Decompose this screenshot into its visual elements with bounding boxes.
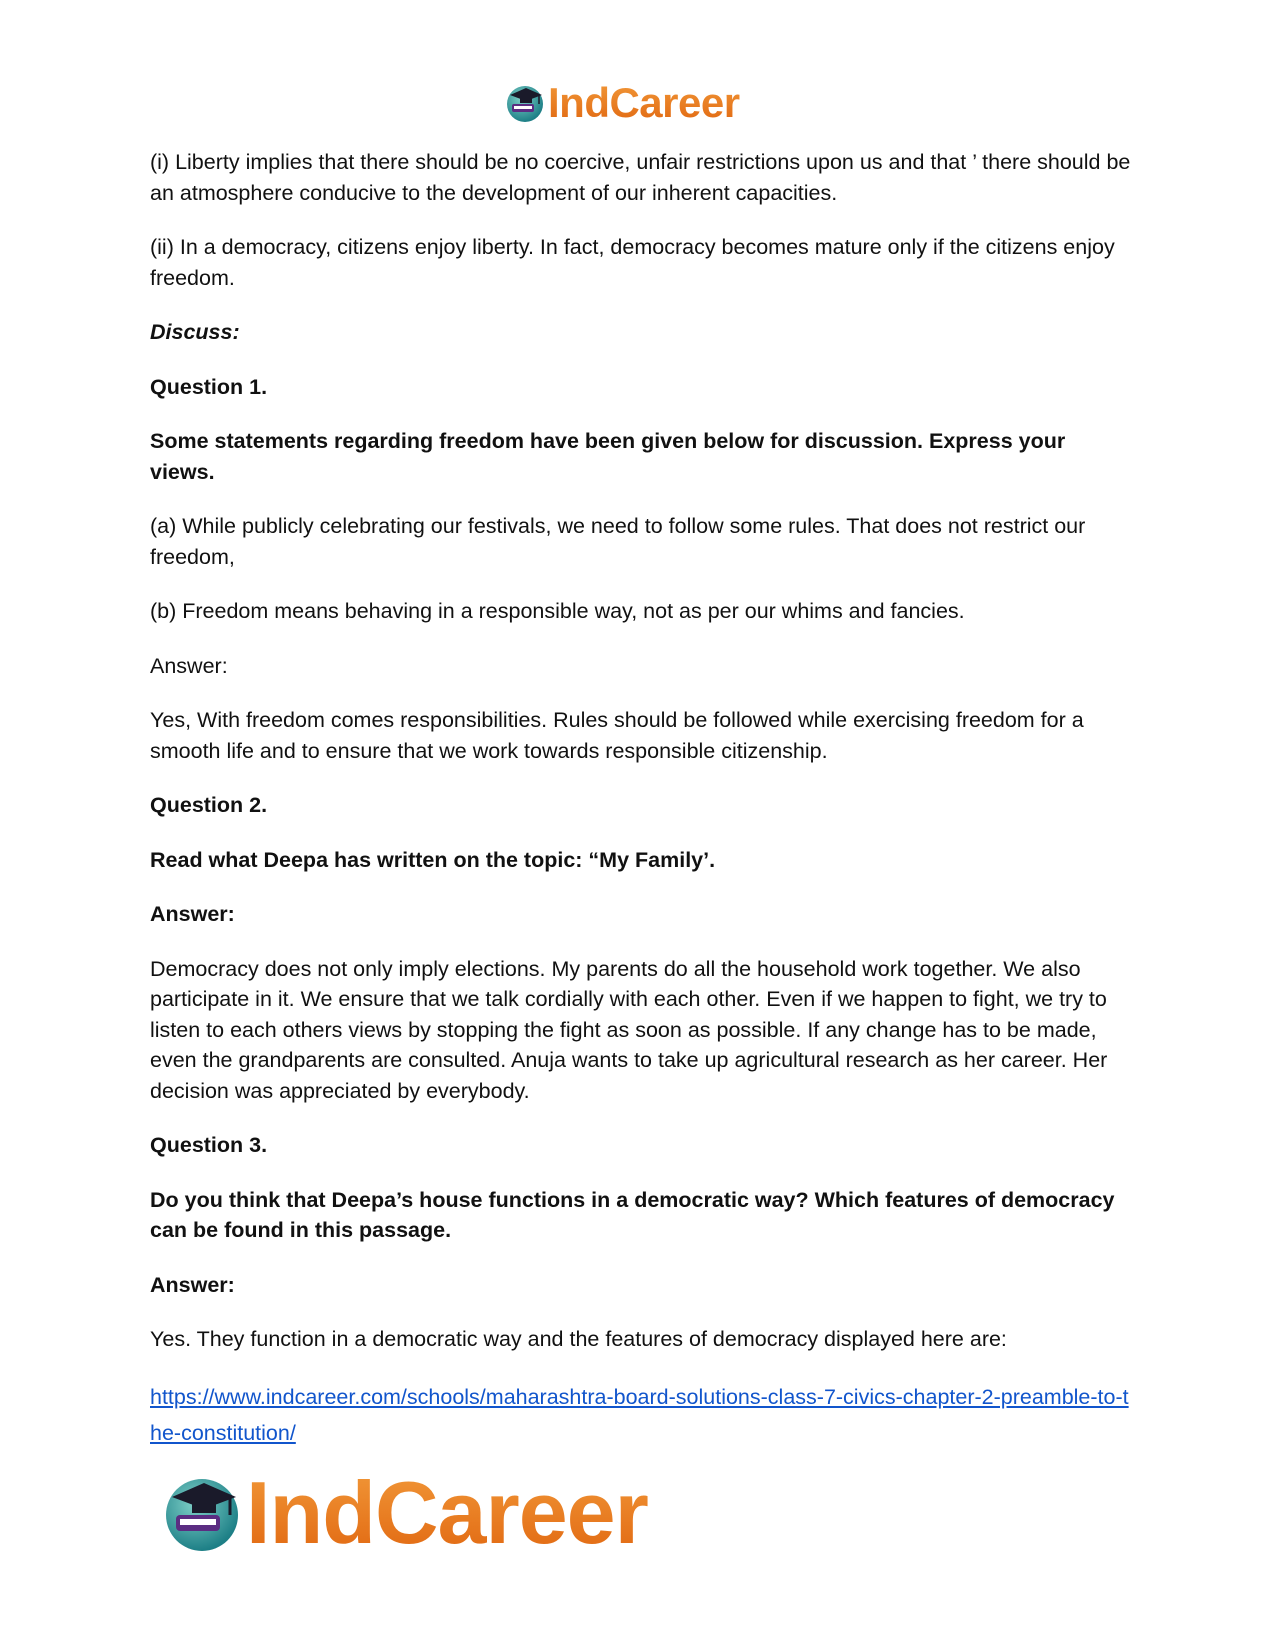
question-3-label: Question 3. — [150, 1133, 268, 1157]
discuss-heading: Discuss: — [150, 320, 240, 344]
question-1-text: Some statements regarding freedom have been given below for discussion. Express your views. — [150, 429, 1066, 484]
paragraph-liberty-ii: (ii) In a democracy, citizens enjoy liberty. In fact, democracy becomes mature only if the citizens enjoy freedom. — [150, 235, 1115, 290]
answer-2-text: Democracy does not only imply elections. My parents do all the household work together. We also participate in it. We ensure that we talk cordially with each other. Even if we happen to fight, we try to listen to each others views by stopping the fight as soon as possible. If any change has to be made, even the grandparents are consulted. Anuja wants to take up agricultural research as her career. Her decision was appreciated by everybody. — [150, 956, 1108, 1103]
graduation-cap-icon — [160, 1471, 244, 1555]
indcareer-logo-bottom — [160, 1463, 648, 1562]
logo-wordmark: IndCareer — [548, 79, 740, 126]
indcareer-logo-top — [504, 80, 740, 126]
answer-2-label: Answer: — [150, 902, 235, 926]
statement-a: (a) While publicly celebrating our festivals, we need to follow some rules. That does not restrict our freedom, — [150, 514, 1086, 569]
source-link[interactable]: https://www.indcareer.com/schools/maharashtra-board-solutions-class-7-civics-chapter-2-preamble-to-the-constitution/ — [150, 1384, 1129, 1445]
graduation-cap-icon — [504, 82, 546, 124]
document-body — [150, 147, 1135, 1451]
question-2-label: Question 2. — [150, 793, 268, 817]
question-1-label: Question 1. — [150, 374, 268, 399]
paragraph-liberty-i: (i) Liberty implies that there should be no coercive, unfair restrictions upon us and that ’ there should be an atmosphere conducive to the development of our inherent capacities. — [150, 150, 1131, 205]
logo-wordmark: IndCareer — [246, 1463, 648, 1562]
answer-3-label: Answer: — [150, 1272, 235, 1297]
statement-b: (b) Freedom means behaving in a responsible way, not as per our whims and fancies. — [150, 599, 965, 623]
answer-3-text: Yes. They function in a democratic way and the features of democracy displayed here are: — [150, 1327, 1007, 1351]
answer-1-text: Yes, With freedom comes responsibilities. Rules should be followed while exercising freedom for a smooth life and to ensure that we work towards responsible citizenship. — [150, 708, 1084, 763]
answer-1-label: Answer: — [150, 653, 228, 678]
question-2-text: Read what Deepa has written on the topic: “My Family’. — [150, 847, 716, 872]
question-3-text: Do you think that Deepa’s house functions in a democratic way? Which features of democracy can be found in this passage. — [150, 1187, 1115, 1242]
